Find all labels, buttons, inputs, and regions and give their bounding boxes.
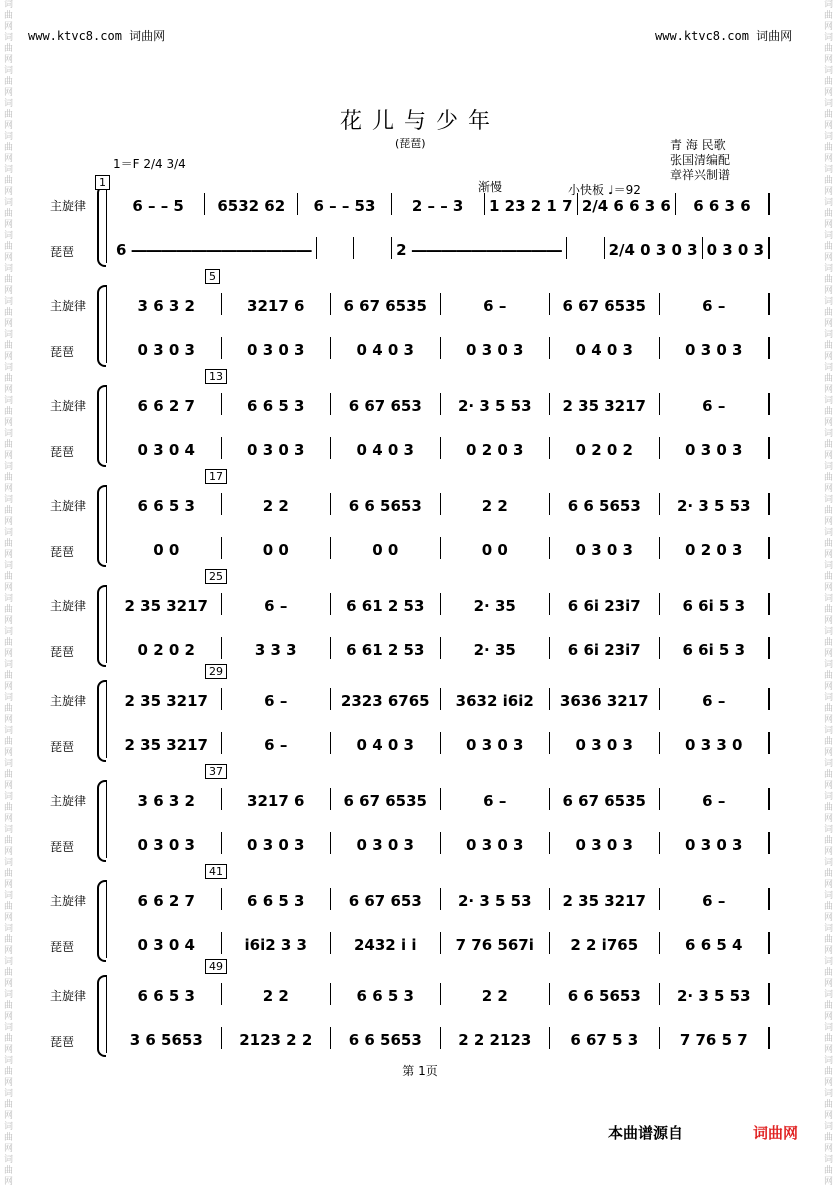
pipa-measure: 0 3 0 3 <box>112 337 222 359</box>
staff-row-pipa <box>112 1027 770 1049</box>
pipa-measure <box>354 237 392 259</box>
pipa-measure: 0 3 0 3 <box>660 832 771 854</box>
staff-row-melody <box>112 983 770 1005</box>
part-label-pipa: 琵琶 <box>50 245 75 259</box>
pipa-measure: 6 61 2 53 <box>331 637 441 659</box>
part-label-pipa: 琵琶 <box>50 1035 75 1049</box>
system-barline <box>106 185 107 263</box>
part-label-pipa: 琵琶 <box>50 840 75 854</box>
melody-measure: 2· 3 5 53 <box>441 393 551 415</box>
melody-measure: 6 6 5 3 <box>222 393 332 415</box>
pipa-measure: 0 4 0 3 <box>331 437 441 459</box>
pipa-measure: 2432 i i <box>331 932 441 954</box>
system-bracket <box>97 780 106 862</box>
staff-row-melody <box>112 593 770 615</box>
pipa-measure: 0 3 0 3 <box>550 537 660 559</box>
melody-measure: 6 6 5653 <box>550 493 660 515</box>
measure-number: 37 <box>205 764 227 779</box>
melody-measure: 6 67 6535 <box>331 293 441 315</box>
pipa-measure: 0 3 0 3 <box>222 337 332 359</box>
melody-measure: 6 61 2 53 <box>331 593 441 615</box>
melody-measure: 6 6 2 7 <box>112 888 222 910</box>
part-label-pipa: 琵琶 <box>50 940 75 954</box>
pipa-measure: 3 3 3 <box>222 637 332 659</box>
page-number: 第 1页 <box>402 1064 438 1078</box>
watermark-right: 词曲网词曲网词曲网词曲网词曲网词曲网词曲网词曲网词曲网词曲网词曲网词曲网词曲网词曲网词曲网词曲网词曲网词曲网词曲网词曲网词曲网词曲网词曲网词曲网词曲网词曲网词曲网词曲网词曲网词曲网词曲网词曲网词曲网词曲网词曲网词曲网 <box>824 0 834 1187</box>
key-signature: 1＝F 2/4 3/4 <box>113 157 186 171</box>
measure-number: 29 <box>205 664 227 679</box>
melody-measure: 6 – <box>660 688 771 710</box>
pipa-measure: 6 ―――――――――――― <box>112 237 317 259</box>
staff-row-pipa <box>112 637 770 659</box>
system-barline <box>106 285 107 363</box>
melody-measure: 6 – – 53 <box>298 193 391 215</box>
melody-measure: 3632 i6i2 <box>441 688 551 710</box>
pipa-measure: 0 4 0 3 <box>550 337 660 359</box>
footer-site-link[interactable]: 词曲网 <box>753 1124 799 1142</box>
pipa-measure: 7 76 567i <box>441 932 551 954</box>
pipa-measure: 6 6 5 4 <box>660 932 771 954</box>
pipa-measure: 2 2 2123 <box>441 1027 551 1049</box>
pipa-measure: 2/4 0 3 0 3 <box>605 237 703 259</box>
melody-measure: 3217 6 <box>222 293 332 315</box>
melody-measure: 2 2 <box>222 983 332 1005</box>
staff-row-melody <box>112 888 770 910</box>
melody-measure: 2 35 3217 <box>112 688 222 710</box>
melody-measure: 6 6 5 3 <box>112 983 222 1005</box>
system-barline <box>106 780 107 858</box>
melody-measure: 6 – – 5 <box>112 193 205 215</box>
melody-measure: 3636 3217 <box>550 688 660 710</box>
staff-row-pipa <box>112 832 770 854</box>
pipa-measure: i6i2 3 3 <box>222 932 332 954</box>
pipa-measure: 0 3 0 3 <box>441 732 551 754</box>
melody-measure: 6 6 5 3 <box>112 493 222 515</box>
system-bracket <box>97 285 106 367</box>
melody-measure: 3 6 3 2 <box>112 293 222 315</box>
part-label-melody: 主旋律 <box>50 989 87 1003</box>
melody-measure: 6 6 5 3 <box>331 983 441 1005</box>
melody-measure: 2· 35 <box>441 593 551 615</box>
melody-measure: 2· 3 5 53 <box>660 983 771 1005</box>
score-system <box>0 370 840 465</box>
pipa-measure: 0 3 0 3 <box>331 832 441 854</box>
pipa-measure: 0 0 <box>441 537 551 559</box>
part-label-pipa: 琵琶 <box>50 740 75 754</box>
staff-row-pipa <box>112 732 770 754</box>
staff-row-melody <box>112 393 770 415</box>
score-system <box>0 865 840 960</box>
melody-measure: 6 – <box>660 788 771 810</box>
pipa-measure: 0 2 0 3 <box>441 437 551 459</box>
melody-measure: 6 – <box>441 293 551 315</box>
pipa-measure <box>567 237 605 259</box>
melody-measure: 6 67 6535 <box>550 293 660 315</box>
part-label-pipa: 琵琶 <box>50 445 75 459</box>
pipa-measure: 2 ―――――――――― <box>392 237 567 259</box>
pipa-measure: 0 0 <box>331 537 441 559</box>
melody-measure: 2 35 3217 <box>550 393 660 415</box>
pipa-measure: 0 3 0 3 <box>550 732 660 754</box>
score-system <box>0 570 840 665</box>
measure-number: 49 <box>205 959 227 974</box>
measure-number: 17 <box>205 469 227 484</box>
score-subtitle: (琵琶) <box>395 137 426 150</box>
staff-row-pipa <box>112 537 770 559</box>
melody-measure: 6 – <box>660 293 771 315</box>
pipa-measure: 0 2 0 2 <box>112 637 222 659</box>
pipa-measure: 2 35 3217 <box>112 732 222 754</box>
measure-number: 1 <box>95 175 110 190</box>
staff-row-pipa <box>112 337 770 359</box>
pipa-measure: 0 4 0 3 <box>331 732 441 754</box>
system-bracket <box>97 585 106 667</box>
system-barline <box>106 385 107 463</box>
melody-measure: 1 23 2 1 7 <box>485 193 578 215</box>
credit-transcriber: 章祥兴制谱 <box>670 168 731 182</box>
pipa-measure: 0 3 0 3 <box>703 237 770 259</box>
melody-measure: 2· 3 5 53 <box>441 888 551 910</box>
staff-row-melody <box>112 788 770 810</box>
tempo-slow: 渐慢 <box>478 180 503 194</box>
pipa-measure: 6 – <box>222 732 332 754</box>
melody-measure: 6 – <box>441 788 551 810</box>
part-label-pipa: 琵琶 <box>50 545 75 559</box>
measure-number: 13 <box>205 369 227 384</box>
staff-row-melody <box>112 493 770 515</box>
melody-measure: 6 67 6535 <box>550 788 660 810</box>
pipa-measure: 6 67 5 3 <box>550 1027 660 1049</box>
staff-row-pipa <box>112 437 770 459</box>
melody-measure: 2 2 <box>222 493 332 515</box>
header-url-right: www.ktvc8.com 词曲网 <box>655 29 793 43</box>
score-system <box>0 665 840 760</box>
pipa-measure: 3 6 5653 <box>112 1027 222 1049</box>
pipa-measure <box>317 237 355 259</box>
score-system <box>0 960 840 1055</box>
measure-number: 41 <box>205 864 227 879</box>
score-system <box>0 765 840 860</box>
pipa-measure: 0 3 3 0 <box>660 732 771 754</box>
melody-measure: 6532 62 <box>205 193 298 215</box>
measure-number: 5 <box>205 269 220 284</box>
melody-measure: 2323 6765 <box>331 688 441 710</box>
melody-measure: 6 6 5 3 <box>222 888 332 910</box>
system-bracket <box>97 975 106 1057</box>
melody-measure: 2 35 3217 <box>550 888 660 910</box>
melody-measure: 6 6 3 6 <box>676 193 770 215</box>
system-barline <box>106 680 107 758</box>
pipa-measure: 0 2 0 3 <box>660 537 771 559</box>
staff-row-melody <box>112 688 770 710</box>
part-label-pipa: 琵琶 <box>50 645 75 659</box>
system-bracket <box>97 185 106 267</box>
pipa-measure: 0 3 0 3 <box>222 832 332 854</box>
part-label-melody: 主旋律 <box>50 199 87 213</box>
melody-measure: 2 35 3217 <box>112 593 222 615</box>
melody-measure: 6 6 5653 <box>550 983 660 1005</box>
system-bracket <box>97 680 106 762</box>
pipa-measure: 0 3 0 3 <box>441 337 551 359</box>
measure-number: 25 <box>205 569 227 584</box>
pipa-measure: 0 2 0 2 <box>550 437 660 459</box>
part-label-melody: 主旋律 <box>50 399 87 413</box>
staff-row-pipa <box>112 932 770 954</box>
score-system <box>0 175 840 265</box>
pipa-measure: 0 3 0 3 <box>112 832 222 854</box>
score-title: 花儿与少年 <box>339 109 500 134</box>
staff-row-melody <box>112 293 770 315</box>
melody-measure: 6 6 5653 <box>331 493 441 515</box>
melody-measure: 3217 6 <box>222 788 332 810</box>
melody-measure: 3 6 3 2 <box>112 788 222 810</box>
melody-measure: 2· 3 5 53 <box>660 493 771 515</box>
pipa-measure: 0 0 <box>112 537 222 559</box>
tempo-bpm: ♩＝92 <box>608 183 641 197</box>
part-label-melody: 主旋律 <box>50 599 87 613</box>
pipa-measure: 6 6 5653 <box>331 1027 441 1049</box>
pipa-measure: 0 3 0 3 <box>550 832 660 854</box>
watermark-left: 词曲网词曲网词曲网词曲网词曲网词曲网词曲网词曲网词曲网词曲网词曲网词曲网词曲网词曲网词曲网词曲网词曲网词曲网词曲网词曲网词曲网词曲网词曲网词曲网词曲网词曲网词曲网词曲网词曲网词曲网词曲网词曲网词曲网词曲网词曲网词曲网 <box>4 0 14 1187</box>
melody-measure: 6 – <box>222 593 332 615</box>
part-label-melody: 主旋律 <box>50 794 87 808</box>
pipa-measure: 0 3 0 3 <box>222 437 332 459</box>
pipa-measure: 2 2 i765 <box>550 932 660 954</box>
header-url-left: www.ktvc8.com 词曲网 <box>28 29 166 43</box>
pipa-measure: 2· 35 <box>441 637 551 659</box>
pipa-measure: 2123 2 2 <box>222 1027 332 1049</box>
melody-measure: 6 6i 23i7 <box>550 593 660 615</box>
melody-measure: 6 – <box>660 393 771 415</box>
system-bracket <box>97 485 106 567</box>
pipa-measure: 6 6i 23i7 <box>550 637 660 659</box>
pipa-measure: 0 3 0 4 <box>112 932 222 954</box>
melody-measure: 6 – <box>660 888 771 910</box>
system-bracket <box>97 385 106 467</box>
melody-measure: 2 – – 3 <box>392 193 485 215</box>
melody-measure: 6 67 653 <box>331 393 441 415</box>
footer-source: 本曲谱源自 <box>608 1124 684 1142</box>
staff-row-melody <box>112 193 770 215</box>
part-label-melody: 主旋律 <box>50 499 87 513</box>
pipa-measure: 0 3 0 3 <box>441 832 551 854</box>
part-label-melody: 主旋律 <box>50 694 87 708</box>
pipa-measure: 0 3 0 3 <box>660 337 771 359</box>
pipa-measure: 7 76 5 7 <box>660 1027 771 1049</box>
melody-measure: 2/4 6 6 3 6 <box>578 193 676 215</box>
part-label-melody: 主旋律 <box>50 299 87 313</box>
melody-measure: 6 6i 5 3 <box>660 593 771 615</box>
credit-origin: 青 海 民歌 <box>670 138 726 152</box>
part-label-melody: 主旋律 <box>50 894 87 908</box>
system-barline <box>106 485 107 563</box>
melody-measure: 2 2 <box>441 983 551 1005</box>
system-barline <box>106 585 107 663</box>
melody-measure: 6 – <box>222 688 332 710</box>
system-bracket <box>97 880 106 962</box>
score-system <box>0 470 840 565</box>
pipa-measure: 0 3 0 4 <box>112 437 222 459</box>
melody-measure: 6 6 2 7 <box>112 393 222 415</box>
pipa-measure: 6 6i 5 3 <box>660 637 771 659</box>
system-barline <box>106 975 107 1053</box>
part-label-pipa: 琵琶 <box>50 345 75 359</box>
system-barline <box>106 880 107 958</box>
melody-measure: 6 67 653 <box>331 888 441 910</box>
credit-arranger: 张国清编配 <box>670 153 731 167</box>
tempo-fast: 小快板 <box>568 183 605 197</box>
pipa-measure: 0 0 <box>222 537 332 559</box>
pipa-measure: 0 3 0 3 <box>660 437 771 459</box>
melody-measure: 6 67 6535 <box>331 788 441 810</box>
score-system <box>0 270 840 365</box>
staff-row-pipa <box>112 237 770 259</box>
pipa-measure: 0 4 0 3 <box>331 337 441 359</box>
melody-measure: 2 2 <box>441 493 551 515</box>
